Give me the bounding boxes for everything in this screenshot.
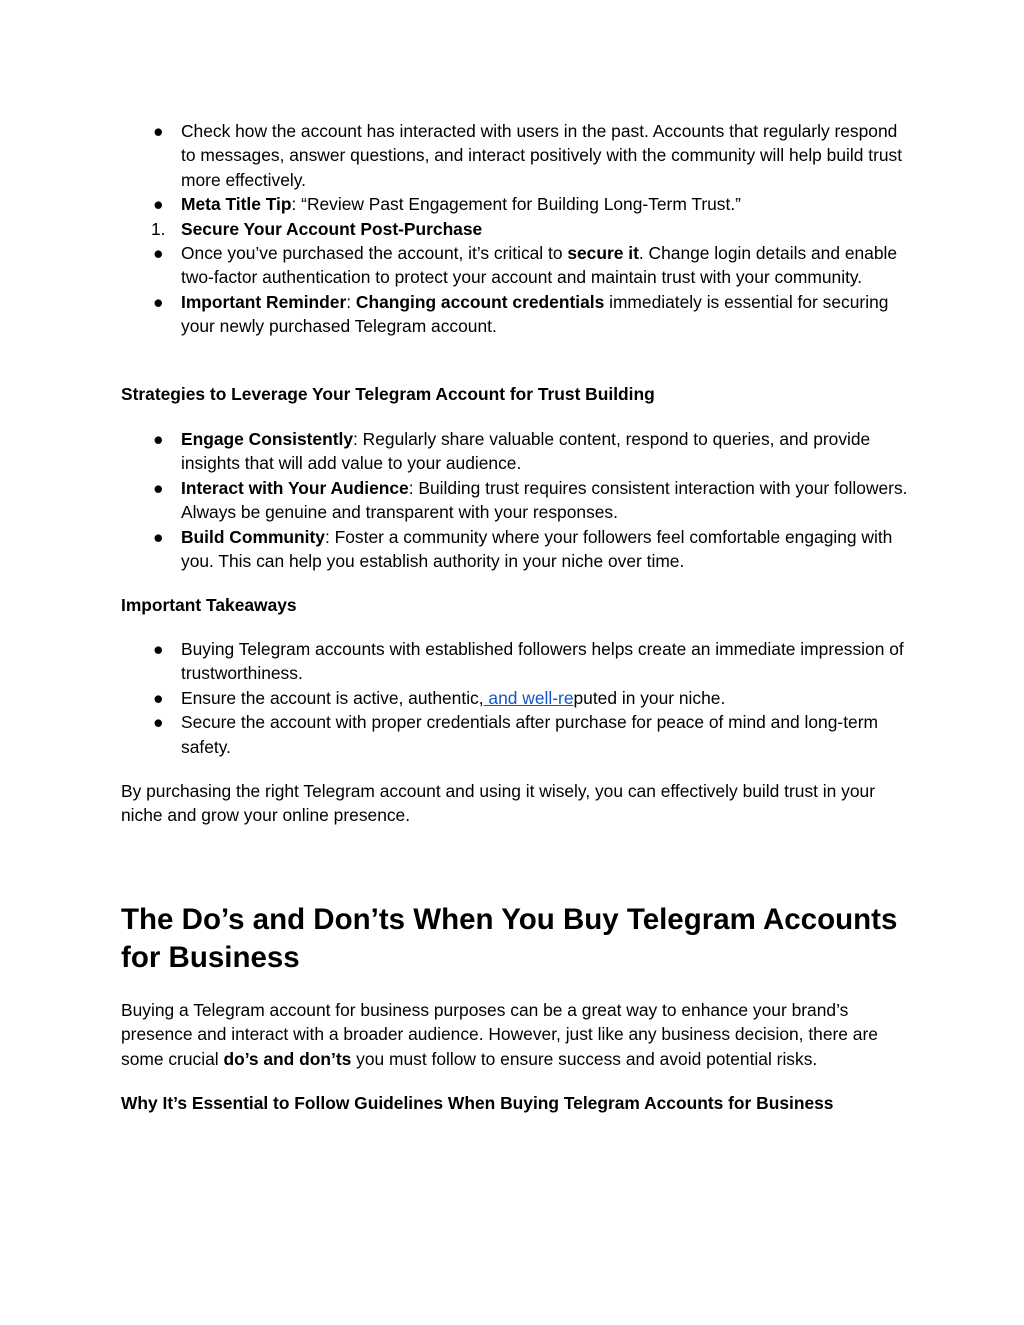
strategies-list (121, 427, 911, 573)
list-item-bold: Build Community (181, 526, 325, 547)
list-item-text: immediately is essential for securing your newly purchased Telegram account. (181, 291, 889, 337)
list-item-text: . Change login details and enable two-factor authentication to protect your account and maintain trust with your community. (181, 243, 898, 288)
bullet: ● (153, 639, 164, 659)
bullet: ● (153, 687, 164, 708)
list-item (121, 427, 911, 476)
intro-bold: do’s and don’ts (223, 1048, 352, 1069)
bullet: ● (153, 121, 164, 141)
list-item-bold: Engage Consistently (181, 429, 354, 449)
inline-link[interactable]: and well-re (483, 687, 574, 708)
closing-paragraph: By purchasing the right Telegram account and using it wisely, you can effectively build trust in your niche and grow your online presence. (121, 781, 875, 826)
bullet: ● (153, 291, 164, 312)
list-item-bold: Meta Title Tip (181, 194, 292, 215)
list-item-text: Check how the account has interacted with users in the past. Accounts that regularly respond to messages, answer questions, and interact positively with the community will help build trust more effectively. (181, 121, 903, 190)
list-item-text: puted in your niche. (573, 687, 726, 708)
list-item (121, 192, 911, 216)
numbered-item (121, 217, 911, 241)
list-item (121, 710, 911, 759)
bullet: ● (153, 243, 164, 264)
section-heading-strategies: Strategies to Leverage Your Telegram Account for Trust Building (121, 384, 655, 404)
intro-text: Buying a Telegram account for business purposes can be a great way to enhance your brand’s presence and interact with a broader audience. However, just like any business decision, there are some crucial (121, 1000, 878, 1069)
list-item-text: : “Review Past Engagement for Building Long-Term Trust.” (291, 194, 741, 215)
bullet: ● (153, 526, 164, 547)
list-item (121, 637, 911, 686)
section-subheading: Why It’s Essential to Follow Guidelines When Buying Telegram Accounts for Business (121, 1093, 834, 1113)
list-item (121, 290, 911, 339)
intro-text: you must follow to ensure success and avoid potential risks. (351, 1048, 818, 1069)
bullet: ● (153, 712, 164, 733)
section-heading-takeaways: Important Takeaways (121, 595, 297, 615)
list-item-bold: Important Reminder (181, 291, 347, 312)
checklist (121, 119, 911, 339)
list-item (121, 686, 911, 710)
list-item-text: : (346, 291, 356, 312)
list-item-text: : Foster a community where your followers feel comfortable engaging with you. This can help you establish authority in your niche over time. (181, 526, 893, 572)
bullet: ● (153, 429, 164, 449)
list-item-text: Once you’ve purchased the account, it’s critical to (181, 243, 568, 264)
bullet: ● (153, 194, 164, 215)
numbered-item-title: Secure Your Account Post-Purchase (181, 218, 483, 239)
number-marker: 1. (151, 218, 166, 239)
list-item (121, 476, 911, 525)
list-item (121, 525, 911, 574)
list-item-text: : Building trust requires consistent interaction with your followers. Always be genuine and transparent with your responses. (181, 477, 908, 523)
section-title: The Do’s and Don’ts When You Buy Telegram Accounts for Business (121, 903, 898, 974)
takeaways-list (121, 637, 911, 759)
bullet: ● (153, 477, 164, 498)
list-item-text: Secure the account with proper credentials after purchase for peace of mind and long-term safety. (181, 712, 878, 757)
list-item (121, 119, 911, 192)
list-item-bold: Interact with Your Audience (181, 477, 409, 498)
list-item (121, 241, 911, 290)
list-item-text: : Regularly share valuable content, respond to queries, and provide insights that will add value to your audience. (181, 429, 871, 474)
list-item-text: Ensure the account is active, authentic, (181, 687, 484, 708)
intro-paragraph (121, 998, 911, 1071)
list-item-text: Buying Telegram accounts with established followers helps create an immediate impression of trustworthiness. (181, 639, 904, 684)
list-item-bold: secure it (567, 243, 639, 264)
list-item-bold: Changing account credentials (355, 291, 605, 312)
